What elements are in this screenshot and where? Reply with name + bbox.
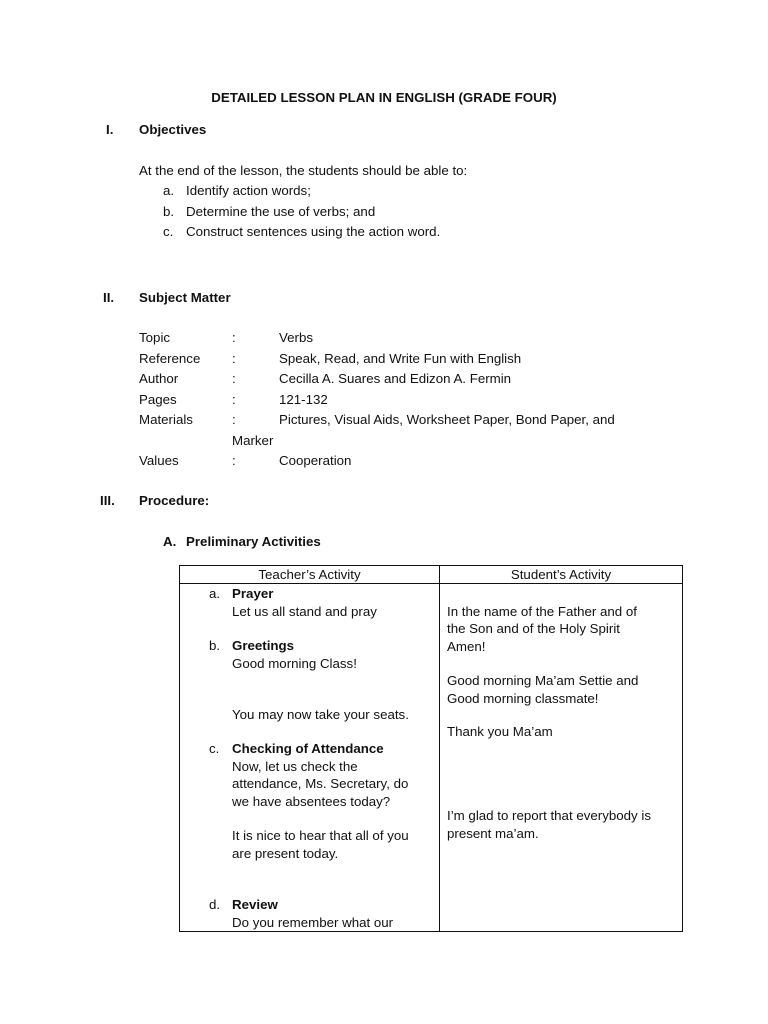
review-heading: Review [232, 897, 278, 912]
field-label-author: Author [139, 371, 179, 386]
objective-letter-b: b. [163, 204, 175, 219]
field-sep: : [232, 371, 236, 386]
student-response: Thank you Ma’am [447, 724, 553, 739]
field-value-author: Cecilla A. Suares and Edizon A. Fermin [279, 371, 512, 386]
attendance-line: are present today. [232, 846, 339, 861]
student-activity-header: Student’s Activity [440, 566, 683, 584]
field-value-materials: Pictures, Visual Aids, Worksheet Paper, Bond Paper, and [279, 412, 615, 427]
section-2-numeral: II. [103, 290, 115, 305]
attendance-line: attendance, Ms. Secretary, do [232, 776, 409, 791]
attendance-line: It is nice to hear that all of you [232, 828, 409, 843]
table-row [180, 584, 683, 932]
student-response: Good morning classmate! [447, 691, 599, 706]
objective-b: Determine the use of verbs; and [186, 204, 376, 219]
greetings-heading: Greetings [232, 638, 295, 653]
greetings-line: Good morning Class! [232, 656, 357, 671]
field-label-reference: Reference [139, 351, 201, 366]
review-letter: d. [209, 897, 221, 912]
section-1-numeral: I. [106, 122, 114, 137]
student-response: I’m glad to report that everybody is [447, 808, 651, 823]
field-sep: : [232, 330, 236, 345]
prayer-letter: a. [209, 586, 221, 601]
objectives-intro: At the end of the lesson, the students should be able to: [139, 163, 468, 178]
student-response: present ma’am. [447, 826, 539, 841]
field-sep: : [232, 412, 236, 427]
greetings-line: You may now take your seats. [232, 707, 409, 722]
field-label-values: Values [139, 453, 179, 468]
field-sep: : [232, 392, 236, 407]
field-value-topic: Verbs [279, 330, 314, 345]
objective-letter-c: c. [163, 224, 174, 239]
attendance-line: Now, let us check the [232, 759, 358, 774]
field-value-pages: 121-132 [279, 392, 328, 407]
attendance-line: we have absentees today? [232, 794, 391, 809]
field-label-pages: Pages [139, 392, 177, 407]
student-response: In the name of the Father and of [447, 604, 637, 619]
field-value-values: Cooperation [279, 453, 352, 468]
review-line: Do you remember what our [232, 915, 394, 930]
teacher-activity-cell [180, 584, 440, 932]
student-response: Amen! [447, 639, 486, 654]
objective-a: Identify action words; [186, 183, 311, 198]
field-label-materials: Materials [139, 412, 193, 427]
student-response: Good morning Ma’am Settie and [447, 673, 639, 688]
field-value-reference: Speak, Read, and Write Fun with English [279, 351, 522, 366]
section-1-heading: Objectives [139, 122, 207, 137]
subsection-a-letter: A. [163, 534, 177, 549]
section-3-heading: Procedure: [139, 493, 210, 508]
attendance-heading: Checking of Attendance [232, 741, 384, 756]
teacher-activity-header: Teacher’s Activity [180, 566, 440, 584]
table-header-row [180, 566, 683, 584]
document-title: DETAILED LESSON PLAN IN ENGLISH (GRADE FOUR) [211, 90, 557, 105]
subsection-a-heading: Preliminary Activities [186, 534, 321, 549]
section-2-heading: Subject Matter [139, 290, 231, 305]
attendance-letter: c. [209, 741, 220, 756]
field-sep: : [232, 351, 236, 366]
prayer-heading: Prayer [232, 586, 274, 601]
student-activity-cell [440, 584, 683, 932]
objective-letter-a: a. [163, 183, 175, 198]
activity-table [179, 565, 683, 932]
student-response: the Son and of the Holy Spirit [447, 621, 620, 636]
objective-c: Construct sentences using the action word. [186, 224, 441, 239]
prayer-line: Let us all stand and pray [232, 604, 377, 619]
field-sep: : [232, 453, 236, 468]
field-label-topic: Topic [139, 330, 171, 345]
section-3-numeral: III. [100, 493, 115, 508]
greetings-letter: b. [209, 638, 221, 653]
field-value-materials-cont: Marker [232, 433, 274, 448]
